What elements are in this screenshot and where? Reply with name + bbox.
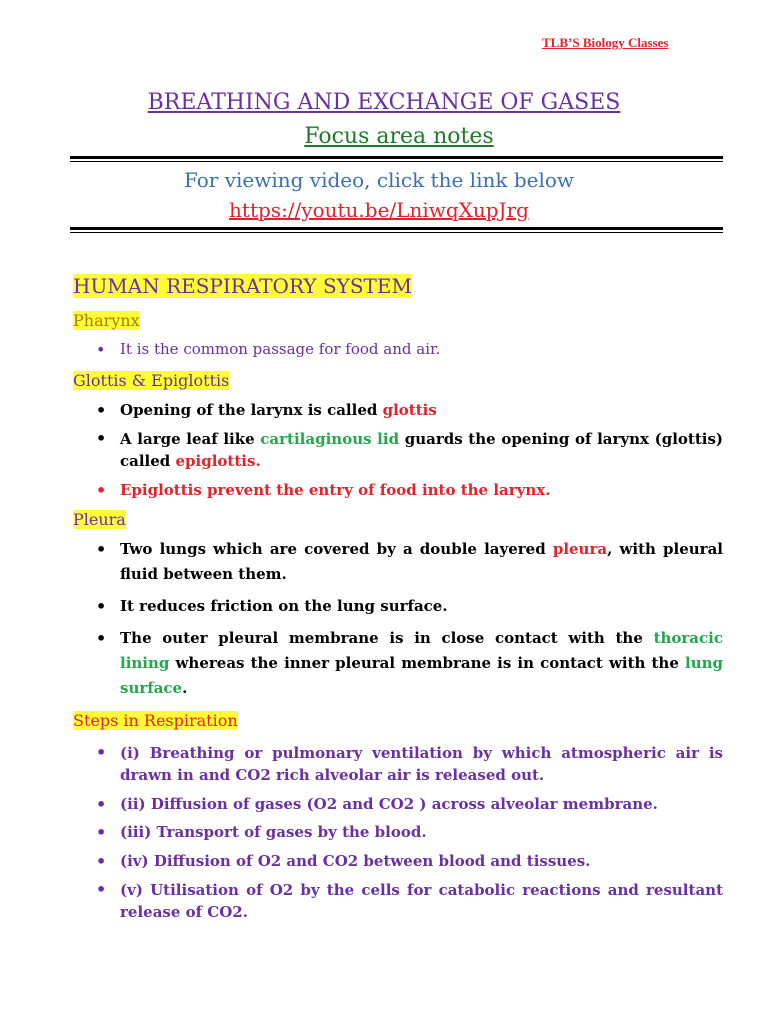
- subheading-pharynx: Pharynx: [73, 311, 140, 330]
- video-link[interactable]: https://youtu.be/LniwqXupJrg: [229, 198, 529, 222]
- page-subtitle: Focus area notes: [304, 124, 494, 149]
- list-item: • (v) Utilisation of O2 by the cells for catabolic reactions and resultant release of CO2.: [120, 879, 723, 923]
- subheading-steps: Steps in Respiration: [73, 711, 238, 730]
- section-title: HUMAN RESPIRATORY SYSTEM: [73, 274, 412, 298]
- list-item: • It is the common passage for food and air.: [120, 337, 723, 362]
- subheading-pleura: Pleura: [73, 510, 126, 529]
- list-item: • A large leaf like cartilaginous lid guards the opening of larynx (glottis) called epiglottis.: [120, 428, 723, 472]
- list-item: • (iii) Transport of gases by the blood.: [120, 820, 723, 845]
- list-item: • Epiglottis prevent the entry of food into the larynx.: [120, 478, 723, 503]
- page-title: BREATHING AND EXCHANGE OF GASES: [147, 90, 621, 115]
- list-item: • Opening of the larynx is called glottis: [120, 398, 723, 423]
- video-instruction: For viewing video, click the link below: [183, 168, 575, 192]
- list-item: • Two lungs which are covered by a double layered pleura, with pleural fluid between them.: [120, 537, 723, 587]
- list-item: • It reduces friction on the lung surface.: [120, 594, 723, 619]
- brand-label: TLB’S Biology Classes: [542, 35, 669, 50]
- subheading-glottis: Glottis & Epiglottis: [73, 371, 230, 390]
- divider-top: [70, 156, 723, 162]
- list-item: • (ii) Diffusion of gases (O2 and CO2 ) across alveolar membrane.: [120, 792, 723, 817]
- list-item: • The outer pleural membrane is in close contact with the thoracic lining whereas the inner pleural membrane is in contact with the lung surface.: [120, 626, 723, 701]
- divider-bottom: [70, 227, 723, 233]
- list-item: • (i) Breathing or pulmonary ventilation by which atmospheric air is drawn in and CO2 rich alveolar air is released out.: [120, 742, 723, 786]
- list-item: • (iv) Diffusion of O2 and CO2 between blood and tissues.: [120, 849, 723, 874]
